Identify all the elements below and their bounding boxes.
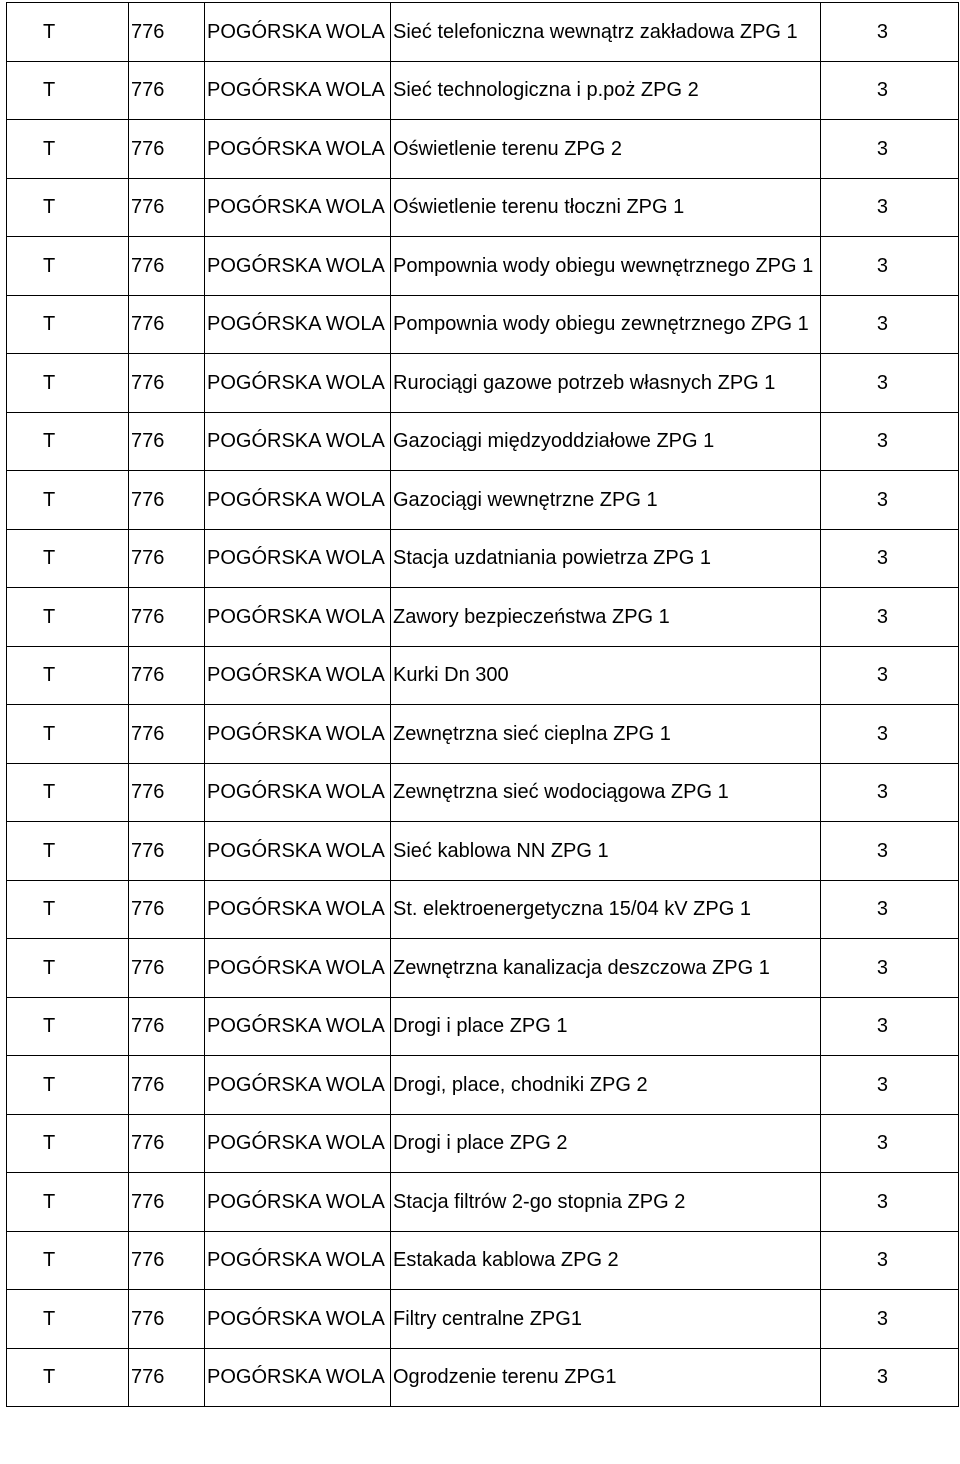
cell-type-code: T	[7, 880, 129, 939]
cell-location: POGÓRSKA WOLA	[205, 1056, 391, 1115]
cell-category: 3	[821, 1056, 959, 1115]
table-row	[7, 3, 959, 62]
cell-number: 776	[129, 178, 205, 237]
cell-type-code: T	[7, 529, 129, 588]
cell-number: 776	[129, 588, 205, 647]
table-row	[7, 471, 959, 530]
cell-category: 3	[821, 295, 959, 354]
cell-category: 3	[821, 354, 959, 413]
cell-location: POGÓRSKA WOLA	[205, 763, 391, 822]
cell-number: 776	[129, 1348, 205, 1407]
cell-category: 3	[821, 412, 959, 471]
cell-type-code: T	[7, 1290, 129, 1349]
cell-category: 3	[821, 822, 959, 881]
cell-category: 3	[821, 61, 959, 120]
cell-location: POGÓRSKA WOLA	[205, 529, 391, 588]
cell-number: 776	[129, 1114, 205, 1173]
cell-type-code: T	[7, 471, 129, 530]
table-row	[7, 880, 959, 939]
cell-type-code: T	[7, 1173, 129, 1232]
cell-description: Ogrodzenie terenu ZPG1	[391, 1348, 821, 1407]
cell-category: 3	[821, 120, 959, 179]
cell-description: Kurki Dn 300	[391, 646, 821, 705]
table-row	[7, 237, 959, 296]
cell-location: POGÓRSKA WOLA	[205, 822, 391, 881]
cell-location: POGÓRSKA WOLA	[205, 120, 391, 179]
cell-description: Stacja filtrów 2-go stopnia ZPG 2	[391, 1173, 821, 1232]
cell-category: 3	[821, 763, 959, 822]
cell-description: Zawory bezpieczeństwa ZPG 1	[391, 588, 821, 647]
cell-number: 776	[129, 1290, 205, 1349]
cell-number: 776	[129, 3, 205, 62]
cell-description: Sieć telefoniczna wewnątrz zakładowa ZPG 1	[391, 3, 821, 62]
cell-location: POGÓRSKA WOLA	[205, 412, 391, 471]
cell-location: POGÓRSKA WOLA	[205, 1348, 391, 1407]
cell-type-code: T	[7, 997, 129, 1056]
cell-type-code: T	[7, 354, 129, 413]
table-row	[7, 295, 959, 354]
table-row	[7, 120, 959, 179]
cell-location: POGÓRSKA WOLA	[205, 3, 391, 62]
cell-category: 3	[821, 1348, 959, 1407]
cell-description: Sieć technologiczna i p.poż ZPG 2	[391, 61, 821, 120]
cell-number: 776	[129, 1173, 205, 1232]
cell-description: Zewnętrzna sieć wodociągowa ZPG 1	[391, 763, 821, 822]
cell-category: 3	[821, 1290, 959, 1349]
asset-table-body	[7, 3, 959, 1407]
cell-description: St. elektroenergetyczna 15/04 kV ZPG 1	[391, 880, 821, 939]
cell-type-code: T	[7, 646, 129, 705]
cell-location: POGÓRSKA WOLA	[205, 295, 391, 354]
cell-location: POGÓRSKA WOLA	[205, 997, 391, 1056]
cell-description: Drogi i place ZPG 1	[391, 997, 821, 1056]
cell-category: 3	[821, 1231, 959, 1290]
table-row	[7, 529, 959, 588]
cell-category: 3	[821, 529, 959, 588]
table-row	[7, 939, 959, 998]
cell-category: 3	[821, 178, 959, 237]
cell-location: POGÓRSKA WOLA	[205, 646, 391, 705]
table-row	[7, 997, 959, 1056]
cell-type-code: T	[7, 412, 129, 471]
cell-type-code: T	[7, 295, 129, 354]
table-row	[7, 178, 959, 237]
table-row	[7, 705, 959, 764]
cell-location: POGÓRSKA WOLA	[205, 354, 391, 413]
cell-location: POGÓRSKA WOLA	[205, 1114, 391, 1173]
cell-type-code: T	[7, 1348, 129, 1407]
cell-description: Oświetlenie terenu tłoczni ZPG 1	[391, 178, 821, 237]
cell-type-code: T	[7, 1231, 129, 1290]
asset-table	[6, 2, 959, 1407]
cell-number: 776	[129, 237, 205, 296]
cell-type-code: T	[7, 1056, 129, 1115]
cell-category: 3	[821, 471, 959, 530]
cell-type-code: T	[7, 763, 129, 822]
cell-type-code: T	[7, 588, 129, 647]
cell-location: POGÓRSKA WOLA	[205, 1173, 391, 1232]
cell-number: 776	[129, 471, 205, 530]
cell-number: 776	[129, 646, 205, 705]
cell-number: 776	[129, 939, 205, 998]
cell-type-code: T	[7, 120, 129, 179]
cell-location: POGÓRSKA WOLA	[205, 705, 391, 764]
cell-location: POGÓRSKA WOLA	[205, 471, 391, 530]
cell-description: Zewnętrzna sieć cieplna ZPG 1	[391, 705, 821, 764]
table-row	[7, 1290, 959, 1349]
cell-number: 776	[129, 997, 205, 1056]
cell-category: 3	[821, 1114, 959, 1173]
table-row	[7, 1114, 959, 1173]
cell-category: 3	[821, 880, 959, 939]
cell-number: 776	[129, 1231, 205, 1290]
cell-category: 3	[821, 1173, 959, 1232]
cell-type-code: T	[7, 61, 129, 120]
cell-number: 776	[129, 354, 205, 413]
table-row	[7, 354, 959, 413]
cell-description: Oświetlenie terenu ZPG 2	[391, 120, 821, 179]
table-row	[7, 763, 959, 822]
cell-description: Rurociągi gazowe potrzeb własnych ZPG 1	[391, 354, 821, 413]
cell-number: 776	[129, 295, 205, 354]
cell-description: Drogi, place, chodniki ZPG 2	[391, 1056, 821, 1115]
table-row	[7, 588, 959, 647]
cell-description: Gazociągi międzyoddziałowe ZPG 1	[391, 412, 821, 471]
cell-number: 776	[129, 412, 205, 471]
table-row	[7, 646, 959, 705]
cell-category: 3	[821, 588, 959, 647]
cell-type-code: T	[7, 939, 129, 998]
cell-description: Gazociągi wewnętrzne ZPG 1	[391, 471, 821, 530]
cell-number: 776	[129, 763, 205, 822]
cell-type-code: T	[7, 822, 129, 881]
table-row	[7, 1348, 959, 1407]
cell-type-code: T	[7, 1114, 129, 1173]
table-row	[7, 1231, 959, 1290]
cell-type-code: T	[7, 237, 129, 296]
cell-category: 3	[821, 646, 959, 705]
cell-category: 3	[821, 939, 959, 998]
cell-location: POGÓRSKA WOLA	[205, 1231, 391, 1290]
cell-number: 776	[129, 880, 205, 939]
cell-location: POGÓRSKA WOLA	[205, 1290, 391, 1349]
cell-type-code: T	[7, 178, 129, 237]
cell-description: Sieć kablowa NN ZPG 1	[391, 822, 821, 881]
cell-description: Filtry centralne ZPG1	[391, 1290, 821, 1349]
cell-number: 776	[129, 1056, 205, 1115]
cell-description: Pompownia wody obiegu wewnętrznego ZPG 1	[391, 237, 821, 296]
cell-location: POGÓRSKA WOLA	[205, 588, 391, 647]
cell-description: Drogi i place ZPG 2	[391, 1114, 821, 1173]
table-row	[7, 412, 959, 471]
cell-location: POGÓRSKA WOLA	[205, 939, 391, 998]
cell-category: 3	[821, 3, 959, 62]
cell-number: 776	[129, 822, 205, 881]
table-row	[7, 61, 959, 120]
cell-location: POGÓRSKA WOLA	[205, 178, 391, 237]
cell-description: Stacja uzdatniania powietrza ZPG 1	[391, 529, 821, 588]
cell-description: Pompownia wody obiegu zewnętrznego ZPG 1	[391, 295, 821, 354]
cell-location: POGÓRSKA WOLA	[205, 61, 391, 120]
table-row	[7, 1173, 959, 1232]
table-row	[7, 822, 959, 881]
cell-description: Estakada kablowa ZPG 2	[391, 1231, 821, 1290]
cell-number: 776	[129, 705, 205, 764]
cell-number: 776	[129, 61, 205, 120]
cell-category: 3	[821, 997, 959, 1056]
cell-category: 3	[821, 705, 959, 764]
cell-type-code: T	[7, 705, 129, 764]
cell-location: POGÓRSKA WOLA	[205, 237, 391, 296]
cell-category: 3	[821, 237, 959, 296]
cell-number: 776	[129, 529, 205, 588]
table-row	[7, 1056, 959, 1115]
cell-location: POGÓRSKA WOLA	[205, 880, 391, 939]
cell-description: Zewnętrzna kanalizacja deszczowa ZPG 1	[391, 939, 821, 998]
cell-type-code: T	[7, 3, 129, 62]
cell-number: 776	[129, 120, 205, 179]
